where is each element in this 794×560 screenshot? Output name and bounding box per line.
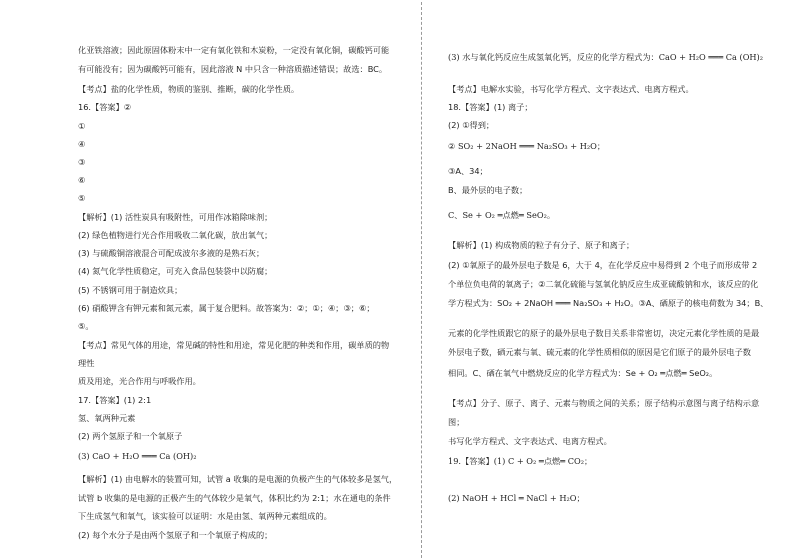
text-line: (3) 与硫酸铜溶液混合可配成波尔多液的是熟石灰； <box>78 248 265 258</box>
text-line: (2) 两个氢原子和一个氧原子 <box>78 431 183 441</box>
text-line: 有可能没有；因为碳酸钙可能有，因此溶液 N 中只含一种溶质描述错误；故选：BC。 <box>78 64 388 74</box>
text-line: 【考点】常见气体的用途，常见碱的特性和用途，常见化肥的种类和作用，碳单质的物 <box>78 340 390 350</box>
column-divider <box>421 2 422 558</box>
answer-heading: 17.【答案】(1) 2:1 <box>78 395 152 405</box>
text-line: ⑤。 <box>78 321 94 331</box>
text-line: 个单位负电荷的氧离子；②二氧化硫能与氢氧化钠反应生成亚硫酸钠和水，该反应的化 <box>448 279 759 289</box>
text-line: 外层电子数，硒元素与氧、硫元素的化学性质相似的原因是它们原子的最外层电子数 <box>448 347 751 357</box>
text-line: 图； <box>448 417 465 427</box>
text-line: 书写化学方程式、文字表达式、电离方程式。 <box>448 436 612 446</box>
text-line: 质及用途，光合作用与呼吸作用。 <box>78 376 201 386</box>
answer-heading: 18.【答案】(1) 离子； <box>448 102 533 112</box>
answer-item: ④ <box>78 139 86 149</box>
text-line: 理性 <box>78 358 95 368</box>
text-line: (2) ①氧原子的最外层电子数是 6，大于 4，在化学反应中易得到 2 个电子而形成带 2 <box>448 260 758 270</box>
text-line: ③A、34； <box>448 166 488 176</box>
answer-item: ① <box>78 121 86 131</box>
answer-heading: 16.【答案】② <box>78 102 132 112</box>
equation-line: C、Se + O₂ ═点燃═ SeO₂。 <box>448 210 556 220</box>
text-line: 学方程式为：SO₂ + 2NaOH ═══ Na₂SO₃ + H₂O。③A、硒原子的核电荷数为 34；B、 <box>448 298 769 308</box>
text-line: 【考点】分子、原子、离子、元素与物质之间的关系；原子结构示意图与离子结构示意 <box>448 398 760 408</box>
text-line: 试管 b 收集的是电源的正极产生的气体较少是氧气，体积比约为 2:1；水在通电的条件 <box>78 493 391 503</box>
text-line: 【解析】(1) 构成物质的粒子有分子、原子和离子； <box>448 240 635 250</box>
text-line: 元素的化学性质跟它的原子的最外层电子数目关系非常密切，决定元素化学性质的是最 <box>448 328 760 338</box>
text-line: 相同。C、硒在氧气中燃烧反应的化学方程式为：Se + O₂ ═点燃═ SeO₂。 <box>448 368 718 378</box>
text-line: 【考点】电解水实验，书写化学方程式、文字表达式、电离方程式。 <box>448 84 694 94</box>
answer-item: ⑥ <box>78 175 86 185</box>
equation-line: ② SO₂ + 2NaOH ═══ Na₂SO₃ + H₂O； <box>448 141 606 151</box>
text-line: B、最外层的电子数； <box>448 185 528 195</box>
left-column <box>78 0 398 560</box>
equation-line: (3) CaO + H₂O ═══ Ca (OH)₂ <box>78 451 197 461</box>
text-line: 氢、氧两种元素 <box>78 413 136 423</box>
answer-item: ⑤ <box>78 193 86 203</box>
text-line: 【解析】(1) 活性炭具有吸附性，可用作冰箱除味剂； <box>78 212 273 222</box>
text-line: 【考点】盐的化学性质，物质的鉴别、推断，碳的化学性质。 <box>78 84 300 94</box>
equation-line: (3) 水与氧化钙反应生成氢氧化钙，反应的化学方程式为：CaO + H₂O ═══ Ca (OH)₂ <box>448 52 764 62</box>
equation-line: 19.【答案】(1) C + O₂ ═点燃═ CO₂； <box>448 456 593 466</box>
text-line: (2) ①得到； <box>448 120 495 130</box>
text-line: (6) 硝酸钾含有钾元素和氮元素，属于复合肥料。故答案为：②；①；④；③；⑥； <box>78 303 375 313</box>
text-line: (2) 绿色植物进行光合作用吸收二氧化碳，放出氧气； <box>78 230 273 240</box>
text-line: 化亚铁溶液；因此原固体粉末中一定有氧化铁和木炭粉，一定没有氧化铜，碳酸钙可能 <box>78 45 390 55</box>
text-line: (2) 每个水分子是由两个氢原子和一个氧原子构成的； <box>78 530 273 540</box>
text-line: 下生成氢气和氧气，该实验可以证明：水是由氢、氧两种元素组成的。 <box>78 511 332 521</box>
text-line: 【解析】(1) 由电解水的装置可知，试管 a 收集的是电源的负极产生的气体较多是氢气， <box>78 474 398 484</box>
answer-item: ③ <box>78 157 86 167</box>
text-line: (4) 氮气化学性质稳定，可充入食品包装袋中以防腐； <box>78 266 273 276</box>
right-column <box>448 0 769 560</box>
text-line: (5) 不锈钢可用于制造炊具； <box>78 285 183 295</box>
equation-line: (2) NaOH + HCl ═ NaCl + H₂O； <box>448 493 585 503</box>
